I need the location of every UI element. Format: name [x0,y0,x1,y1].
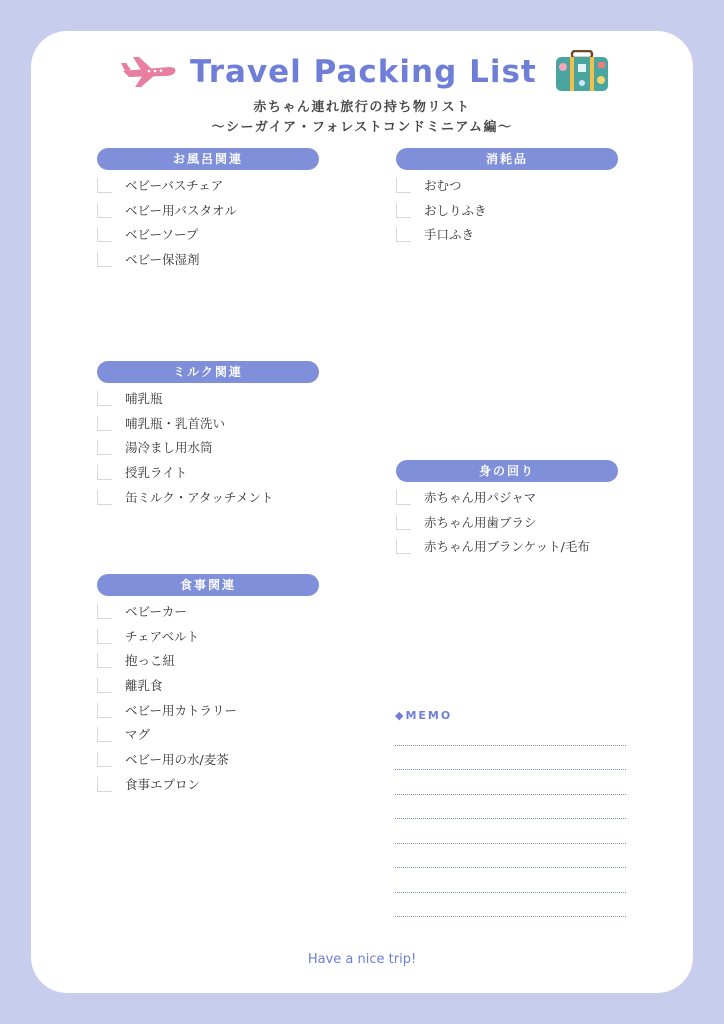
memo-line[interactable] [395,794,626,795]
checkbox[interactable] [396,203,411,218]
checkbox[interactable] [97,416,112,431]
memo-line[interactable] [395,745,626,746]
checkbox[interactable] [97,440,112,455]
section-header-meal: 食事関連 [97,574,319,596]
checkbox[interactable] [97,227,112,242]
memo-title: ◆MEMO [395,709,453,722]
suitcase-icon [554,50,610,92]
checkbox[interactable] [97,391,112,406]
memo-line[interactable] [395,843,626,844]
checkbox[interactable] [97,752,112,767]
memo-line[interactable] [395,769,626,770]
page-title: Travel Packing List [190,54,537,90]
memo-line[interactable] [395,818,626,819]
section-header-bath: お風呂関連 [97,148,319,170]
airplane-icon [119,55,177,89]
checkbox[interactable] [97,252,112,267]
checkbox[interactable] [396,490,411,505]
checkbox[interactable] [396,515,411,530]
title-row [0,50,724,94]
section-header-consumables: 消耗品 [396,148,618,170]
memo-line[interactable] [395,892,626,893]
checkbox[interactable] [97,178,112,193]
checkbox[interactable] [97,727,112,742]
checkbox[interactable] [396,227,411,242]
checkbox[interactable] [97,490,112,505]
checkbox[interactable] [97,678,112,693]
checkbox[interactable] [97,604,112,619]
checkbox[interactable] [396,539,411,554]
section-header-milk: ミルク関連 [97,361,319,383]
checkbox[interactable] [97,465,112,480]
section-header-personal: 身の回り [396,460,618,482]
checkbox[interactable] [97,629,112,644]
page-subtitle: 赤ちゃん連れ旅行の持ち物リスト [253,100,471,115]
checkbox[interactable] [97,703,112,718]
checkbox[interactable] [97,203,112,218]
memo-line[interactable] [395,916,626,917]
memo-line[interactable] [395,867,626,868]
checkbox[interactable] [97,777,112,792]
page-subtitle-location: 〜シーガイア・フォレストコンドミニアム編〜 [211,120,513,135]
checkbox[interactable] [97,653,112,668]
footer-message: Have a nice trip! [307,952,417,967]
checkbox[interactable] [396,178,411,193]
